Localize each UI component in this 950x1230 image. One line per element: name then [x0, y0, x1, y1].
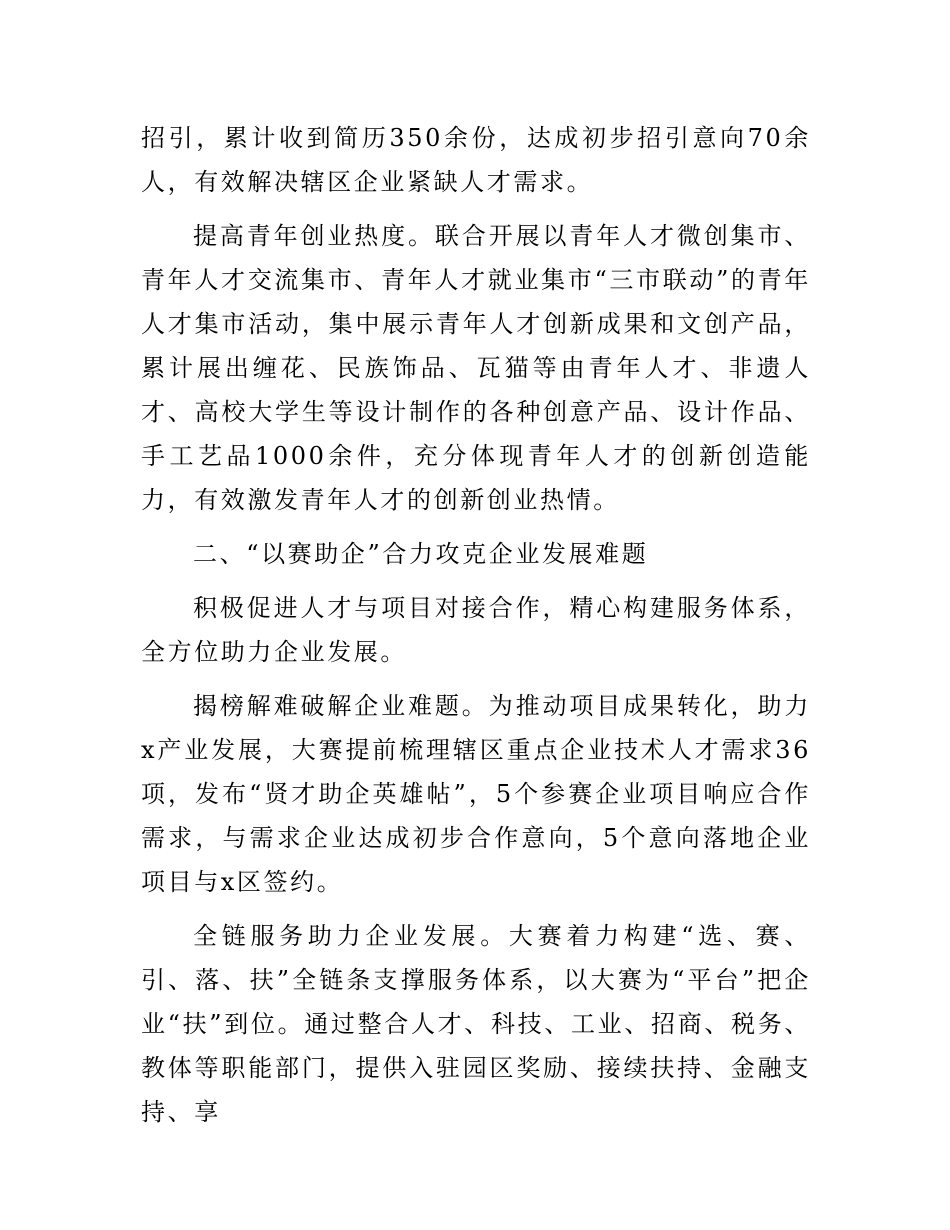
document-body — [141, 116, 811, 1144]
paragraph-5: 全链服务助力企业发展。大赛着力构建“选、赛、引、落、扶”全链条支撑服务体系，以大赛为“平台”把企业“扶”到位。通过整合人才、科技、工业、招商、税务、教体等职能部门，提供入驻园区奖励、接续扶持、金融支持、享 — [141, 922, 811, 1126]
section-heading: 二、“以赛助企”合力攻克企业发展难题 — [193, 540, 649, 568]
paragraph-3: 积极促进人才与项目对接合作，精心构建服务体系，全方位助力企业发展。 — [141, 594, 811, 666]
paragraph-4: 揭榜解难破解企业难题。为推动项目成果转化，助力x产业发展，大赛提前梳理辖区重点企业技术人才需求36项，发布“贤才助企英雄帖”，5个参赛企业项目响应合作需求，与需求企业达成初步合作意向，5个意向落地企业项目与x区签约。 — [141, 692, 811, 896]
paragraph-1: 招引，累计收到简历350余份，达成初步招引意向70余人，有效解决辖区企业紧缺人才需求。 — [141, 124, 811, 196]
paragraph-2: 提高青年创业热度。联合开展以青年人才微创集市、青年人才交流集市、青年人才就业集市“三市联动”的青年人才集市活动，集中展示青年人才创新成果和文创产品，累计展出缠花、民族饰品、瓦猫等由青年人才、非遗人才、高校大学生等设计制作的各种创意产品、设计作品、手工艺品1000余件，充分体现青年人才的创新创造能力，有效激发青年人才的创新创业热情。 — [141, 222, 811, 514]
